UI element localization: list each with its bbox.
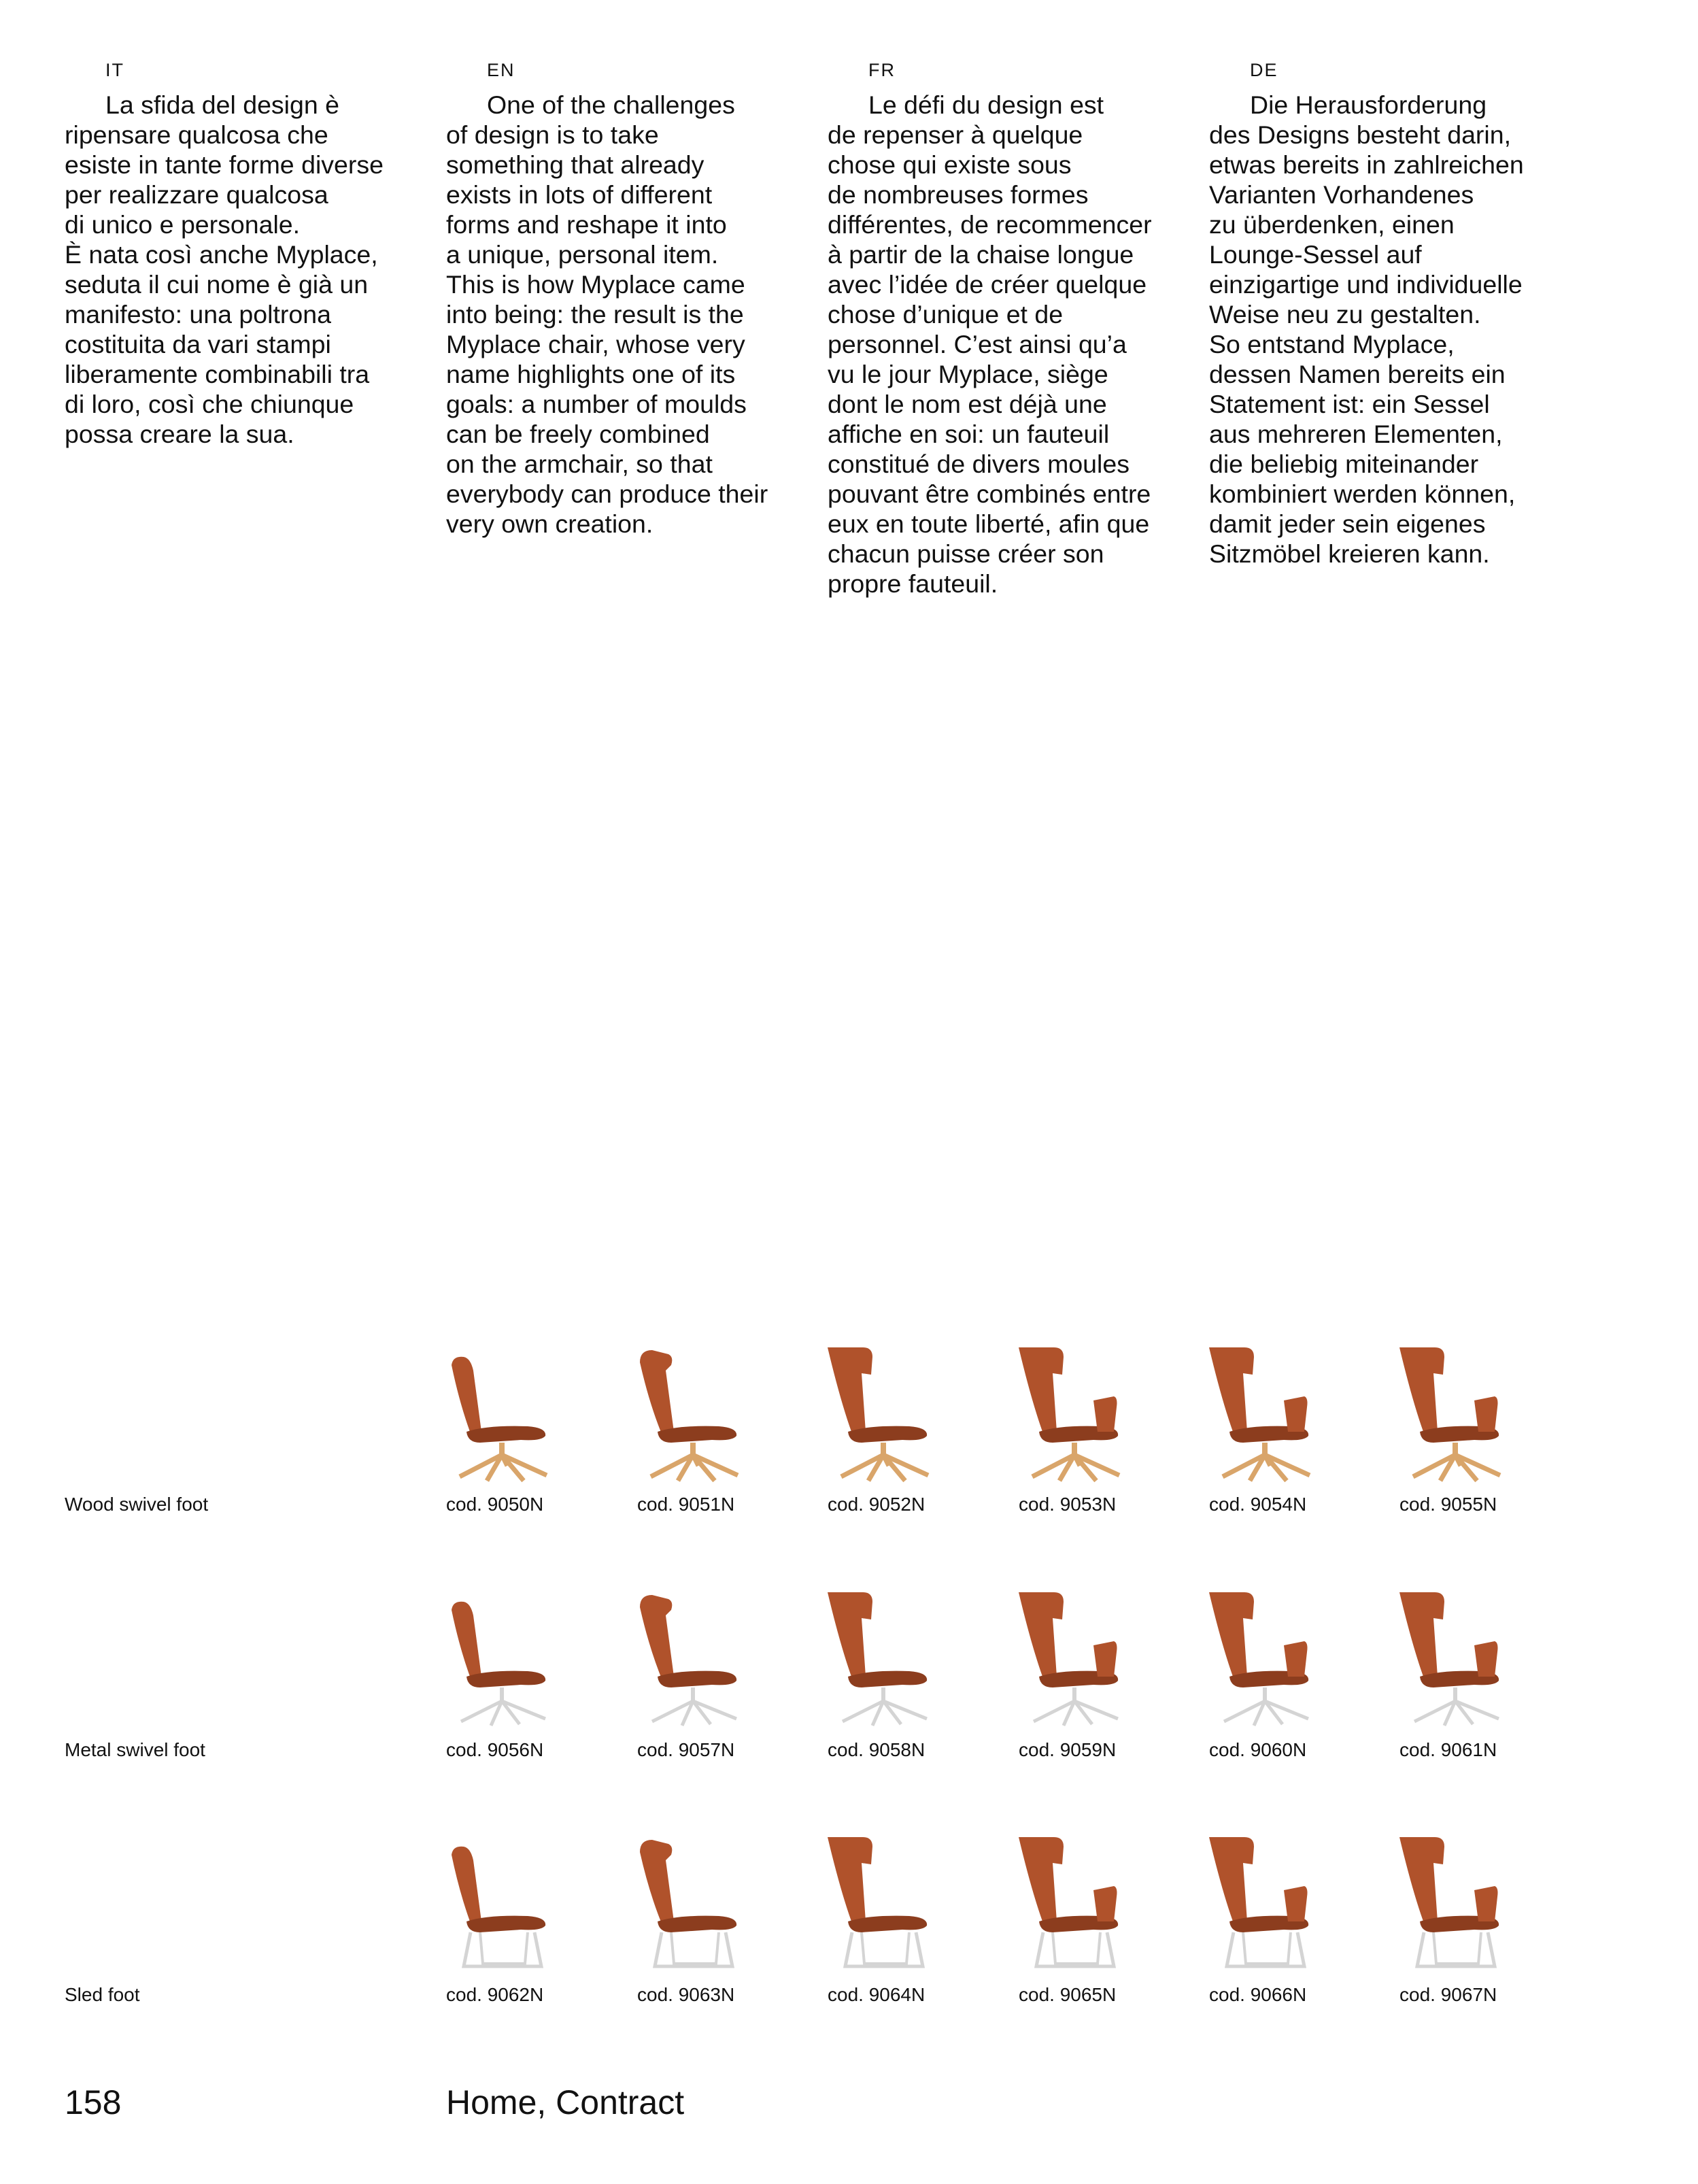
product-code: cod. 9065N: [1019, 1984, 1117, 2005]
text-column-fr: [828, 58, 1195, 599]
chair-base: [1227, 1932, 1304, 1966]
chair-base: [843, 1687, 927, 1726]
chair-base: [1414, 1687, 1499, 1726]
chair-image: [1202, 1813, 1331, 1976]
product-code: cod. 9051N: [637, 1494, 735, 1515]
product-code: cod. 9062N: [446, 1984, 544, 2005]
chair-image: [1012, 1813, 1141, 1976]
chair-image: [630, 1813, 760, 1976]
armrest: [1284, 1396, 1308, 1432]
chair-image: [1393, 1323, 1522, 1486]
chair-image: [1202, 1323, 1331, 1486]
product-code: cod. 9053N: [1019, 1494, 1117, 1515]
armrest: [1474, 1396, 1498, 1432]
row-label: Sled foot: [65, 1984, 140, 2005]
chair-base: [464, 1932, 541, 1966]
backrest: [640, 1350, 674, 1437]
text-column-de: [1209, 58, 1576, 569]
backrest: [1019, 1592, 1064, 1682]
armrest: [1284, 1886, 1308, 1921]
chair-image: [821, 1568, 950, 1731]
paragraph: Le défi du design est de repenser à quelque chose qui existe sous de nombreuses formes différentes, de recommencer à partir de la chaise longue avec l’idée de créer quelque chose d’unique et de personnel. C’est ainsi qu’a vu le jour Myplace, siège dont le nom est déjà une affiche en soi: un fauteuil constitué de divers moules pouvant être combinés entre eux en toute liberté, afin que chacun puisse créer son propre fauteuil.: [828, 90, 1152, 598]
chair-image: [630, 1323, 760, 1486]
chair-image: [1012, 1323, 1141, 1486]
product-code: cod. 9057N: [637, 1739, 735, 1760]
page-number: 158: [65, 2083, 122, 2121]
chair-image: [1393, 1568, 1522, 1731]
backrest: [1019, 1837, 1064, 1927]
text-column-it: [65, 58, 432, 449]
chair-base: [651, 1443, 738, 1481]
chair-image: [1202, 1568, 1331, 1731]
product-code: cod. 9061N: [1399, 1739, 1497, 1760]
chair-image: [630, 1568, 760, 1731]
chair-base: [1223, 1443, 1310, 1481]
language-label: EN: [487, 60, 515, 80]
language-label: DE: [1250, 60, 1278, 80]
armrest: [1474, 1641, 1498, 1677]
product-code: cod. 9060N: [1209, 1739, 1307, 1760]
paragraph: La sfida del design è ripensare qualcosa che esiste in tante forme diverse per realizzare qualcosa di unico e personale. È nata così anche Myplace, seduta il cui nome è già un manifesto: una poltrona costituita da vari stampi liberamente combinabili tra di loro, così che chiunque possa creare la sua.: [65, 90, 384, 448]
armrest: [1093, 1396, 1117, 1432]
product-code: cod. 9054N: [1209, 1494, 1307, 1515]
chair-base: [1417, 1932, 1495, 1966]
backrest: [640, 1840, 674, 1927]
chair-base: [845, 1932, 923, 1966]
paragraph: One of the challenges of design is to take something that already exists in lots of different forms and reshape it into a unique, personal item. This is how Myplace came into being: the result is the Myplace chair, whose very name highlights one of its goals: a number of moulds can be freely combined on the armchair, so that everybody can produce their very own creation.: [446, 90, 768, 538]
language-label: IT: [105, 60, 124, 80]
product-code: cod. 9067N: [1399, 1984, 1497, 2005]
chair-base: [461, 1687, 545, 1726]
backrest: [1399, 1347, 1444, 1437]
backrest: [452, 1357, 481, 1437]
chair-image: [821, 1323, 950, 1486]
product-code: cod. 9063N: [637, 1984, 735, 2005]
backrest: [640, 1595, 674, 1682]
backrest: [1209, 1837, 1254, 1927]
chair-image: [821, 1813, 950, 1976]
product-code: cod. 9050N: [446, 1494, 544, 1515]
backrest: [828, 1592, 872, 1682]
chair-base: [1413, 1443, 1500, 1481]
chair-image: [439, 1568, 568, 1731]
armrest: [1284, 1641, 1308, 1677]
text-column-en: [446, 58, 813, 539]
chair-base: [1036, 1932, 1114, 1966]
chair-base: [1034, 1687, 1118, 1726]
armrest: [1093, 1886, 1117, 1921]
backrest: [828, 1837, 872, 1927]
product-code: cod. 9058N: [828, 1739, 926, 1760]
product-code: cod. 9055N: [1399, 1494, 1497, 1515]
product-code: cod. 9066N: [1209, 1984, 1307, 2005]
language-label: FR: [868, 60, 896, 80]
armrest: [1474, 1886, 1498, 1921]
chair-base: [652, 1687, 736, 1726]
product-code: cod. 9052N: [828, 1494, 926, 1515]
backrest: [1209, 1347, 1254, 1437]
armrest: [1093, 1641, 1117, 1677]
row-label: Metal swivel foot: [65, 1739, 205, 1760]
row-label: Wood swivel foot: [65, 1494, 209, 1515]
chair-image: [439, 1813, 568, 1976]
chair-base: [1224, 1687, 1308, 1726]
chair-image: [1012, 1568, 1141, 1731]
backrest: [1019, 1347, 1064, 1437]
section-title: Home, Contract: [446, 2083, 685, 2121]
backrest: [452, 1847, 481, 1927]
backrest: [452, 1602, 481, 1682]
chair-image: [439, 1323, 568, 1486]
backrest: [1399, 1837, 1444, 1927]
backrest: [1399, 1592, 1444, 1682]
backrest: [1209, 1592, 1254, 1682]
paragraph: Die Herausforderung des Designs besteht darin, etwas bereits in zahlreichen Varianten Vorhandenes zu überdenken, einen Lounge-Sessel auf einzigartige und individuelle Weise neu zu gestalten. So entstand Myplace, dessen Namen bereits ein Statement ist: ein Sessel aus mehreren Elementen, die beliebig miteinander kombiniert werden können, damit jeder sein eigenes Sitzmöbel kreieren kann.: [1209, 90, 1524, 568]
chair-base: [841, 1443, 928, 1481]
chair-base: [1032, 1443, 1119, 1481]
chair-base: [655, 1932, 732, 1966]
chair-base: [460, 1443, 547, 1481]
chair-image: [1393, 1813, 1522, 1976]
product-code: cod. 9059N: [1019, 1739, 1117, 1760]
product-code: cod. 9056N: [446, 1739, 544, 1760]
backrest: [828, 1347, 872, 1437]
product-code: cod. 9064N: [828, 1984, 926, 2005]
